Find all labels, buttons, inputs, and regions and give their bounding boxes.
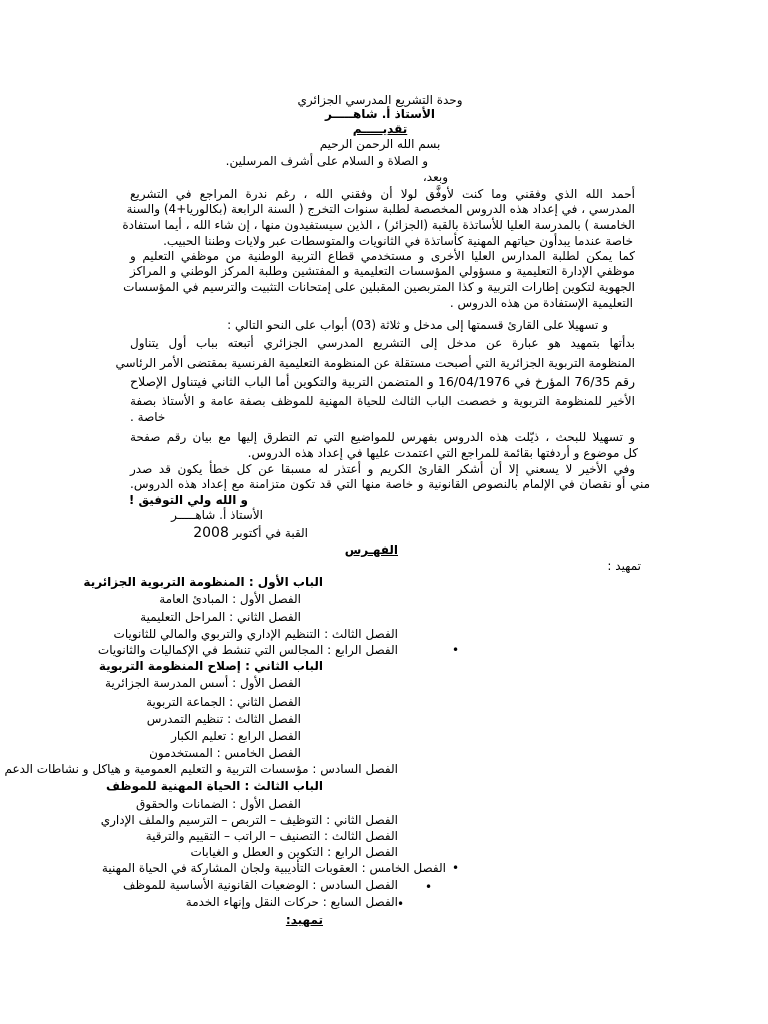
- tawfiq-line: و الله ولي التوفيق !: [128, 493, 248, 507]
- bullet-icon: •: [452, 643, 460, 657]
- closing-line: كل موضوع و أردفتها بقائمة للمراجع التي اعتمدت عليها في إعداد هذه الدروس.: [247, 446, 638, 460]
- plan-line: و تسهيلا على القارئ قسمتها إلى مدخل و ثلاثة (03) أبواب على النحو التالي :: [227, 318, 608, 332]
- intro-line: الخامسة ) بالمدرسة العليا للأساتذة بالقبة (الجزائر) ، الذين سيستفيدون منها ، إن شاء الله ، أيما استفادة: [122, 218, 635, 232]
- index-fasl: الفصل الأول : أسس المدرسة الجزائرية: [105, 676, 301, 690]
- plan-line: خاصة .: [130, 410, 166, 424]
- intro-line: كما يمكن لطلبة المدارس العليا الأخرى و مستخدمي قطاع التربية الوطنية من موظفي التعليم و: [130, 249, 635, 263]
- intro-heading: تقديـــــم: [352, 122, 408, 136]
- salat-line: و الصلاة و السلام على أشرف المرسلين.: [225, 154, 428, 168]
- index-fasl: الفصل السادس : الوضعيات القانونية الأساسية للموظف: [123, 878, 398, 892]
- closing-line: مني أو نقصان في الإلمام بالنصوص القانونية و خاصة منها التي قد تكون متزامنة مع إعداد هذه الدروس.: [130, 477, 650, 491]
- plan-line: بدأتها بتمهيد هو عبارة عن مدخل إلى التشريع المدرسي الجزائري أتبعته بباب أول يتناول: [130, 336, 635, 350]
- date-prefix: القبة في أكتوبر: [232, 526, 308, 540]
- closing-line: وفي الأخير لا يسعني إلا أن أشكر القارئ الكريم و أعتذر له مسبقا عن كل خطأ يكون قد صدر: [130, 462, 635, 476]
- plan-line: رقم 76/35 المؤرخ في 16/04/1976 و المتضمن التربية والتكوين أما الباب الثاني فيتناول الإصلاح: [130, 374, 635, 389]
- unit-title: وحدة التشريع المدرسي الجزائري: [297, 93, 463, 107]
- intro-line: الجهوية لتكوين إطارات التربية و كذا المتربصين المقبلين على إمتحانات التثبيت والترسيم في المؤسسات: [123, 280, 635, 294]
- intro-line: أحمد الله الذي وفقني وما كنت لأوفَّق لولا أن وفقني الله ، رغم ندرة المراجع في التشريع: [130, 187, 635, 201]
- intro-line: موظفي الإدارة التعليمية و مسؤولي المؤسسات التعليمية و المفتشين وطلبة المركز الوطني و المراكز: [130, 264, 635, 278]
- plan-line: المنظومة التربوية الجزائرية التي أصبحت مستقلة عن المنظومة التعليمية الفرنسية بمقتضى الأمر الرئاسي: [115, 356, 635, 370]
- index-fasl: الفصل الخامس : العقوبات التأديبية ولجان المشاركة في الحياة المهنية: [101, 861, 446, 875]
- index-fasl: الفصل الرابع : تعليم الكبار: [171, 729, 301, 743]
- index-fasl: الفصل الثالث : التنظيم الإداري والتربوي والمالي للثانويات: [113, 627, 398, 641]
- final-heading: تمهيد:: [285, 913, 323, 927]
- closing-line: و تسهيلا للبحث ، ذيّلت هذه الدروس بفهرس للمواضيع التي تم التطرق إليها مع بيان رقم صفحة: [130, 430, 635, 444]
- intro-line: التعليمية الإستفادة من هذه الدروس .: [449, 296, 633, 310]
- basmala: بسم الله الرحمن الرحيم: [319, 137, 441, 151]
- index-bab-1: الباب الأول : المنظومة التربوية الجزائرية: [83, 575, 323, 589]
- bullet-icon: •: [452, 861, 460, 875]
- index-fasl: الفصل الرابع : المجالس التي تنشط في الإكماليات والثانويات: [97, 643, 398, 657]
- intro-line: خاصة عندما يبدأون حياتهم المهنية كأساتذة في الثانويات والمتوسطات عبر ولايات وطننا الحبيب.: [163, 234, 633, 248]
- wabaad-line: وبعد،: [422, 170, 448, 184]
- signature-date: [193, 526, 308, 540]
- index-fasl: الفصل الخامس : المستخدمون: [149, 746, 301, 760]
- date-year: 2008: [193, 525, 229, 541]
- signature-name: الأستاذ أ. شاهـــــر: [171, 508, 263, 522]
- index-fasl: الفصل الثالث : تنظيم التمدرس: [146, 712, 301, 726]
- index-fasl: الفصل السادس : مؤسسات التربية و التعليم العمومية و هياكل و نشاطات الدعم: [4, 762, 398, 776]
- index-fasl: الفصل الثاني : الجماعة التربوية: [146, 695, 301, 709]
- index-fasl: الفصل الثاني : المراحل التعليمية: [140, 610, 301, 624]
- plan-line: الأخير للمنظومة التربوية و خصصت الباب الثالث للحياة المهنية للموظف بصفة عامة و الأستاذ بصفة: [130, 394, 635, 408]
- index-fasl: الفصل الثاني : التوظيف – التربص – الترسيم والملف الإداري: [100, 813, 398, 827]
- index-fasl: الفصل الأول : المبادئ العامة: [159, 592, 301, 606]
- index-heading: الفهـرس: [344, 543, 398, 557]
- index-bab-3: الباب الثالث : الحياة المهنية للموظف: [106, 779, 323, 793]
- bullet-icon: •: [425, 880, 433, 894]
- index-fasl: الفصل السابع : حركات النقل وإنهاء الخدمة: [185, 895, 398, 909]
- index-fasl: الفصل الأول : الضمانات والحقوق: [136, 797, 301, 811]
- index-fasl: الفصل الرابع : التكوين و العطل و الغيابات: [190, 845, 398, 859]
- index-tamhid: تمهيد :: [607, 559, 641, 573]
- index-bab-2: الباب الثاني : إصلاح المنظومة التربوية: [98, 659, 323, 673]
- index-fasl: الفصل الثالث : التصنيف – الراتب – التقييم والترقية: [145, 829, 398, 843]
- bullet-icon: •: [397, 897, 405, 911]
- author-heading: الأستاذ أ. شاهـــــر: [324, 107, 436, 121]
- intro-line: المدرسي ، في إعداد هذه الدروس المخصصة لطلبة سنوات التخرج ( السنة الرابعة (بكالوريا+4) والسنة: [126, 202, 635, 216]
